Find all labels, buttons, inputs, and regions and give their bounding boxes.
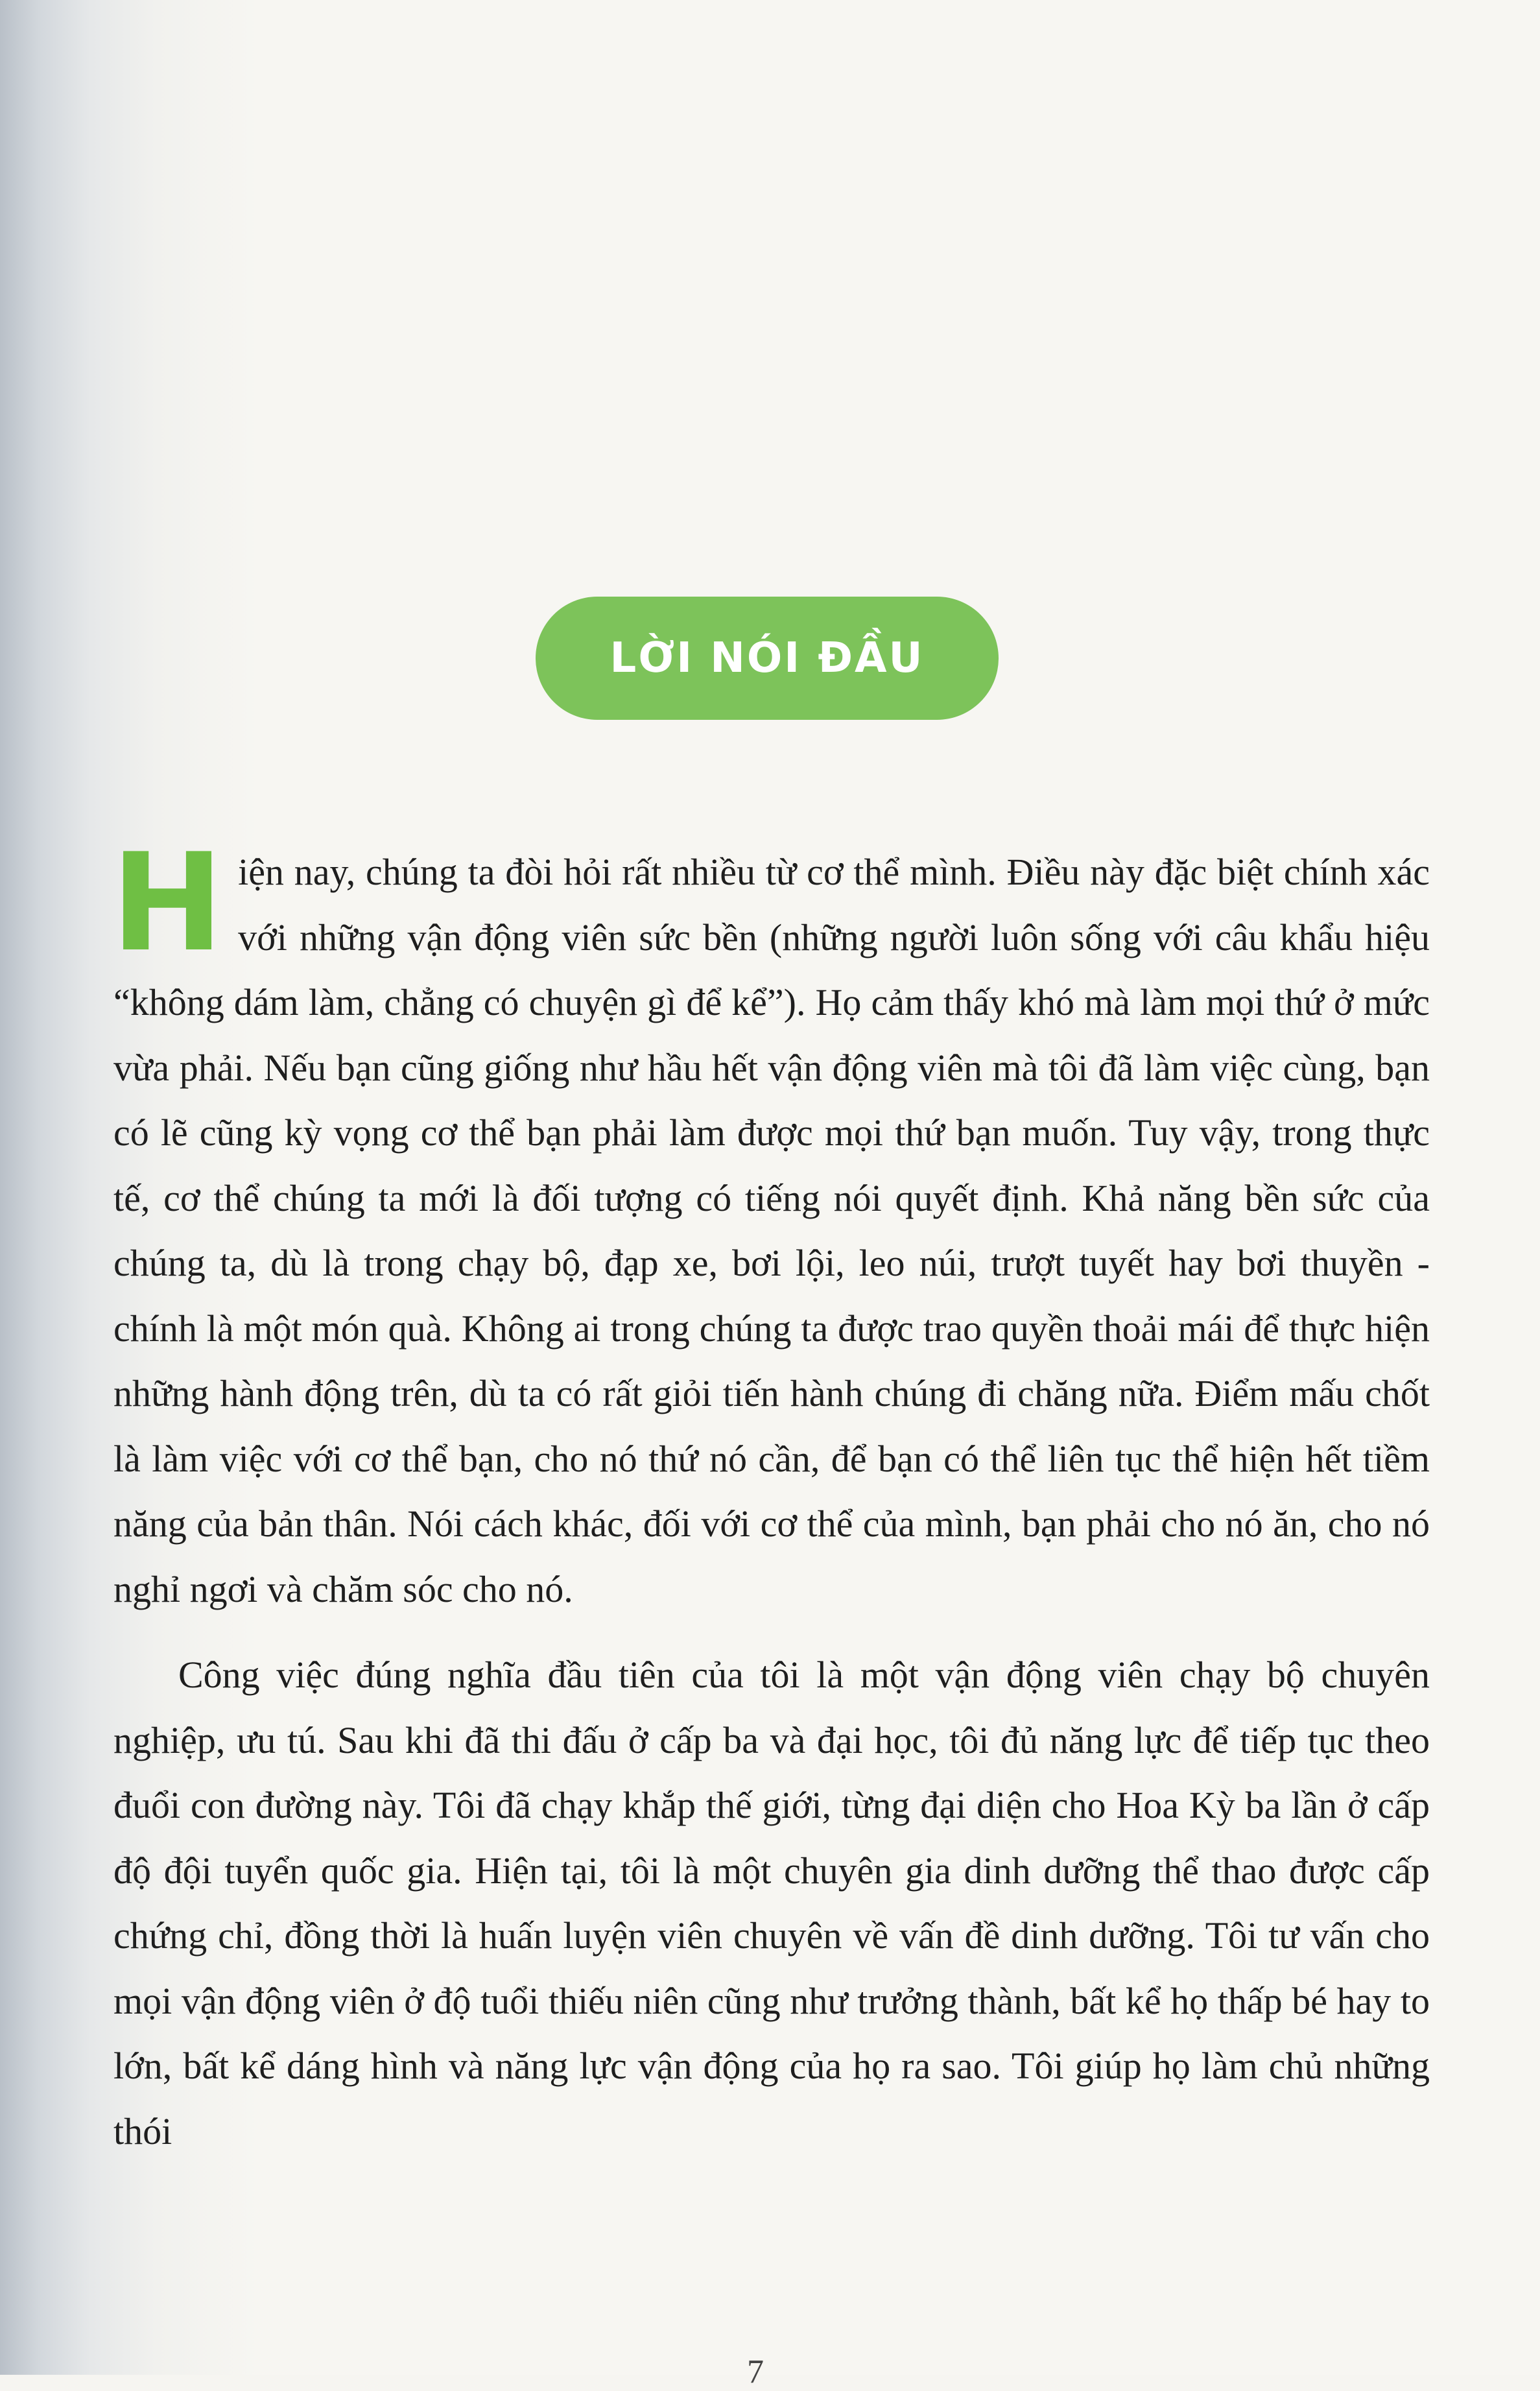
page-number: 7: [747, 2353, 764, 2390]
paragraph-1-text: iện nay, chúng ta đòi hỏi rất nhiều từ cơ thể mình. Điều này đặc biệt chính xác với những vận động viên sức bền (những người luôn sống với câu khẩu hiệu “không dám làm, chẳng có chuyện gì để kể”). Họ cảm thấy khó mà làm mọi thứ ở mức vừa phải. Nếu bạn cũng giống như hầu hết vận động viên mà tôi đã làm việc cùng, bạn có lẽ cũng kỳ vọng cơ thể bạn phải làm được mọi thứ bạn muốn. Tuy vậy, trong thực tế, cơ thể chúng ta mới là đối tượng có tiếng nói quyết định. Khả năng bền sức của chúng ta, dù là trong chạy bộ, đạp xe, bơi lội, leo núi, trượt tuyết hay bơi thuyền - chính là một món quà. Không ai trong chúng ta được trao quyền thoải mái để thực hiện những hành động trên, dù ta có rất giỏi tiến hành chúng đi chăng nữa. Điểm mấu chốt là làm việc với cơ thể bạn, cho nó thứ nó cần, để bạn có thể liên tục thể hiện hết tiềm năng của bản thân. Nói cách khác, đối với cơ thể của mình, bạn phải cho nó ăn, cho nó nghỉ ngơi và chăm sóc cho nó.: [113, 851, 1430, 1610]
paragraph-1: [111, 825, 1430, 1622]
page-title: LỜI NÓI ĐẦU: [610, 634, 925, 682]
paragraph-2-text: Công việc đúng nghĩa đầu tiên của tôi là một vận động viên chạy bộ chuyên nghiệp, ưu tú. Sau khi đã thi đấu ở cấp ba và đại học, tôi đủ năng lực để tiếp tục theo đuổi con đường này. Tôi đã chạy khắp thế giới, từng đại diện cho Hoa Kỳ ba lần ở cấp độ đội tuyển quốc gia. Hiện tại, tôi là một chuyên gia dinh dưỡng thể thao được cấp chứng chỉ, đồng thời là huấn luyện viên chuyên về vấn đề dinh dưỡng. Tôi tư vấn cho mọi vận động viên ở độ tuổi thiếu niên cũng như trưởng thành, bất kể họ thấp bé hay to lớn, bất kể dáng hình và năng lực vận động của họ ra sao. Tôi giúp họ làm chủ những thói: [113, 1654, 1430, 2152]
body-text: [111, 825, 1430, 2164]
paragraph-2: [113, 1643, 1430, 2164]
heading-badge: [536, 597, 999, 720]
drop-cap: H: [111, 825, 224, 982]
